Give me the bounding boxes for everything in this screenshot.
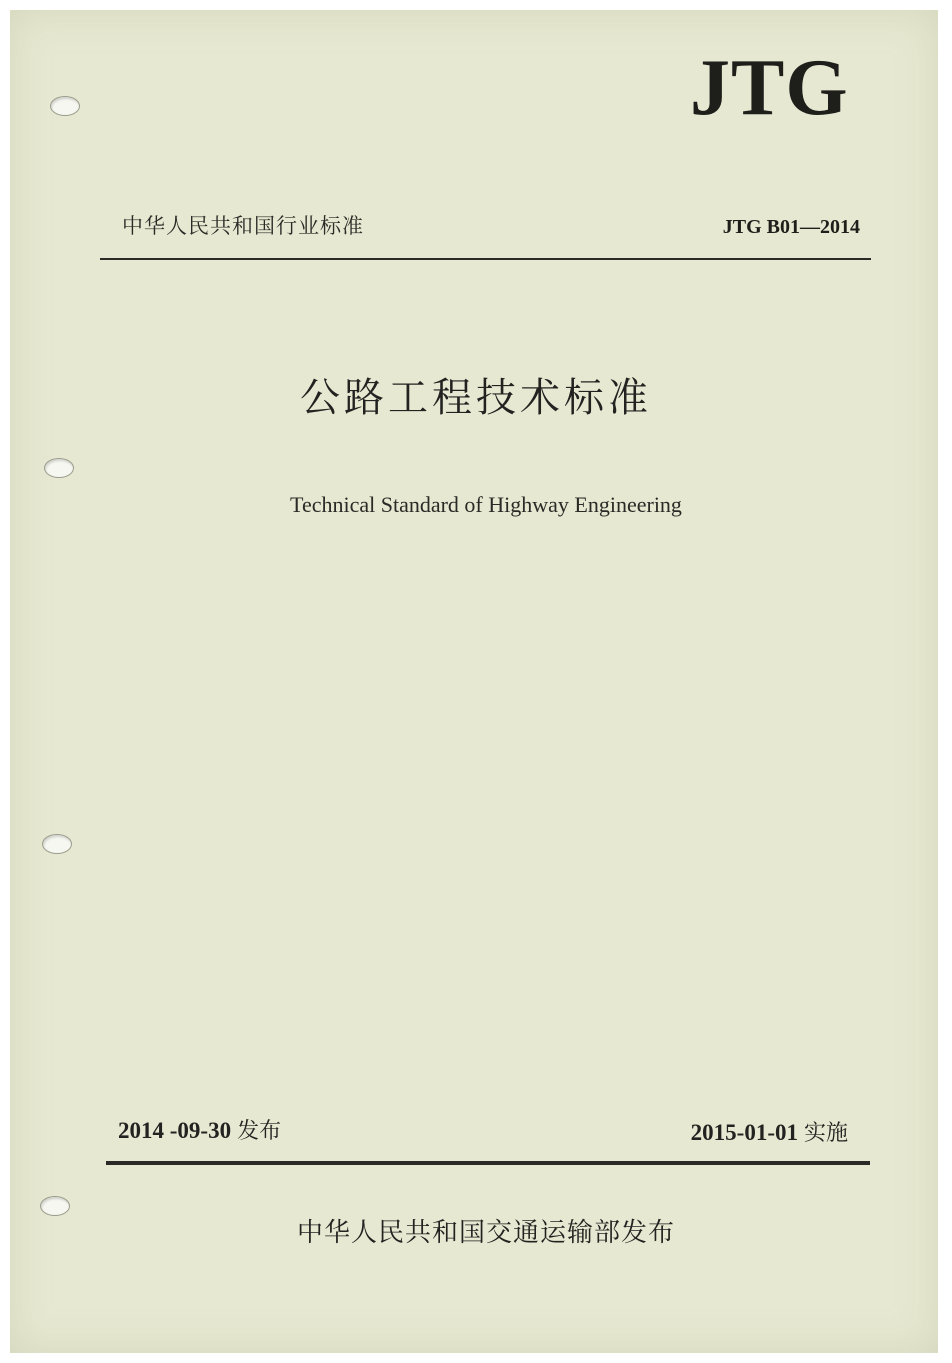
publisher: 中华人民共和国交通运输部发布 xyxy=(296,1218,675,1248)
title-english: Technical Standard of Highway Engineering xyxy=(290,492,682,517)
effective-date-label: 实施 xyxy=(803,1121,848,1146)
footer-divider xyxy=(106,1161,870,1165)
jtg-logo: JTG xyxy=(690,44,849,132)
binding-hole xyxy=(44,458,74,478)
header-divider xyxy=(100,258,871,260)
standard-category: 中华人民共和国行业标准 xyxy=(122,214,364,238)
binding-hole xyxy=(50,96,80,116)
effective-date xyxy=(691,1116,848,1147)
effective-date-value: 2015-01-01 xyxy=(690,1120,798,1145)
binding-hole xyxy=(42,834,72,854)
standard-code: JTG B01—2014 xyxy=(722,216,860,238)
title-chinese: 公路工程技术标准 xyxy=(300,375,652,421)
publish-date-value: 2014 -09-30 xyxy=(118,1118,232,1143)
publish-date xyxy=(118,1114,281,1145)
publish-date-label: 发布 xyxy=(237,1119,282,1144)
